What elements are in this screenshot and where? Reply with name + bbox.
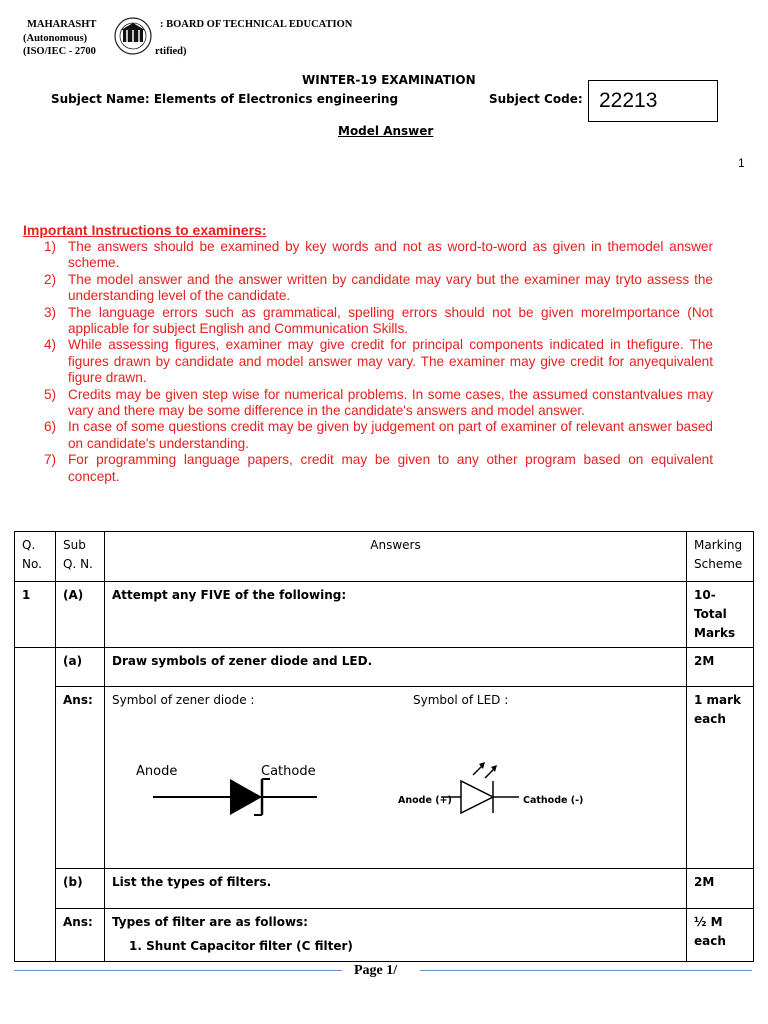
footer-page: Page 1/ <box>354 963 398 978</box>
question-text: Attempt any FIVE of the following: <box>105 582 687 648</box>
subject-name: Subject Name: Elements of Electronics engineering <box>51 92 399 106</box>
marks: 1 mark each <box>687 687 754 869</box>
led-anode-label: Anode (+) <box>398 795 452 806</box>
led-caption: Symbol of LED : <box>413 693 509 707</box>
answer-cell <box>105 687 687 869</box>
question-text: List the types of filters. <box>105 869 687 909</box>
ans-label: Ans: <box>56 909 105 962</box>
model-answer-heading: Model Answer <box>338 124 434 138</box>
table-row <box>15 582 754 648</box>
marks: 2M <box>687 648 754 687</box>
instruction-number: 3) <box>44 304 57 320</box>
header-qno: Q. No. <box>15 532 56 582</box>
instruction-item <box>23 452 713 485</box>
header-answers: Answers <box>105 532 687 582</box>
instruction-number: 7) <box>44 452 57 468</box>
instruction-item <box>23 305 713 338</box>
sub-q: (A) <box>56 582 105 648</box>
instruction-number: 1) <box>44 239 57 254</box>
org-autonomous: (Autonomous) <box>23 33 88 44</box>
sub-q: (b) <box>56 869 105 909</box>
instruction-item <box>23 272 713 305</box>
instruction-item <box>23 239 713 272</box>
msbte-logo <box>108 14 158 60</box>
instruction-text: Credits may be given step wise for numerical problems. In some cases, the assumed constantvalues may vary and there may be some difference in the candidate's answers and model answer. <box>68 386 713 419</box>
marks: ½ M each <box>687 909 754 962</box>
instruction-text: The model answer and the answer written by candidate may vary but the examiner may tryto assess the understanding level of the candidate. <box>68 271 713 304</box>
marks: 10- Total Marks <box>687 582 754 648</box>
instruction-text: For programming language papers, credit may be given to any other program based on equivalent concept. <box>68 452 713 484</box>
zener-cathode-label: Cathode <box>261 764 316 779</box>
instruction-text: While assessing figures, examiner may give credit for principal components indicated in thefigure. The figures drawn by candidate and model answer may vary. The examiner may give credit for anyequivalent figure drawn. <box>68 337 713 386</box>
exam-title: WINTER-19 EXAMINATION <box>302 73 476 87</box>
table-header-row <box>15 532 754 582</box>
table-row <box>15 869 754 909</box>
instruction-text: The language errors such as grammatical, spelling errors should not be given moreImportance (Not applicable for subject English and Communication Skills. <box>68 304 713 337</box>
instruction-text: The answers should be examined by key words and not as word-to-word as given in themodel answer scheme. <box>68 239 713 271</box>
ans-label: Ans: <box>56 687 105 869</box>
instruction-item <box>23 387 713 420</box>
org-iso-left: (ISO/IEC - 2700 <box>23 46 96 57</box>
zener-anode-label: Anode <box>136 764 178 779</box>
zener-caption: Symbol of zener diode : <box>112 693 255 707</box>
instruction-number: 6) <box>44 419 57 435</box>
org-name-left: MAHARASHT <box>27 19 97 30</box>
header-subq: Sub Q. N. <box>56 532 105 582</box>
instruction-item <box>23 337 713 386</box>
led-cathode-label: Cathode (-) <box>523 795 584 806</box>
subject-code-label: Subject Code: <box>489 92 583 106</box>
instruction-text: In case of some questions credit may be given by judgement on part of examiner of relevant answer based on candidate's understanding. <box>68 419 713 451</box>
table-row <box>15 909 754 962</box>
instruction-number: 5) <box>44 386 57 402</box>
q-number: 1 <box>15 582 56 648</box>
instruction-number: 4) <box>44 337 57 353</box>
header-marking: Marking Scheme <box>687 532 754 582</box>
subject-code: 22213 <box>599 89 658 112</box>
answer-table <box>14 531 754 962</box>
question-text: Draw symbols of zener diode and LED. <box>105 648 687 687</box>
answer-cell <box>105 909 687 962</box>
table-row <box>15 648 754 687</box>
footer-rule-left <box>14 970 342 971</box>
org-iso-right: rtified) <box>155 46 187 57</box>
instructions-list <box>23 239 713 485</box>
page-number: 1 <box>738 156 745 170</box>
marks: 2M <box>687 869 754 909</box>
table-row <box>15 687 754 869</box>
filter-item: 1. Shunt Capacitor filter (C filter) <box>129 939 353 953</box>
sub-q: (a) <box>56 648 105 687</box>
subject-code-box <box>588 80 718 122</box>
footer-rule-right <box>420 970 752 971</box>
org-name-right: : BOARD OF TECHNICAL EDUCATION <box>160 19 353 30</box>
instructions-title: Important Instructions to examiners: <box>23 222 267 238</box>
instruction-item <box>23 419 713 452</box>
instruction-number: 2) <box>44 271 57 287</box>
q-number-empty <box>15 648 56 962</box>
filter-intro: Types of filter are as follows: <box>112 915 308 929</box>
